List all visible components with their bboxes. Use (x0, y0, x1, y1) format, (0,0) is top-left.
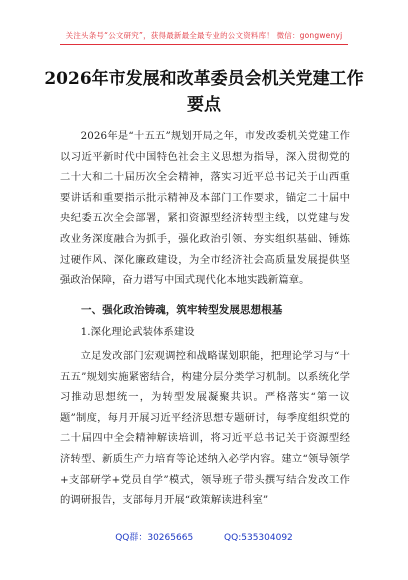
document-title: 2026年市发展和改革委员会机关党建工作要点 (44, 69, 364, 115)
header-promo-text: 关注头条号“公文研究”，获得最新最全最专业的公文资料库！ 微信：gongwenyj (65, 31, 343, 40)
header-divider (60, 44, 348, 45)
section-heading: 一、强化政治铸魂，筑牢转型发展思想根基 (81, 304, 283, 316)
header-banner (0, 0, 408, 40)
footer-contacts (0, 530, 408, 543)
section-paragraph: 立足发改部门宏观调控和战略谋划职能，把理论学习与“十五五”规划实施紧密结合，构建分层分类学习机制。以系统化学习推动思想统一，为转型发展凝聚共识。严格落实“第一议题”制度，每月开展习近平经济思想专题研讨，每季度组织党的二十届四中全会精神解读培训，将习近平总书记关于资源型经济转型、新质生产力培育等论述纳入必学内容。建立“领导领学+支部研学+党员自学”模式，领导班子带头撰写结合发改工作的调研报告，支部每月开展“政策解读进科室” (60, 350, 350, 507)
intro-paragraph: 2026年是“十五五”规划开局之年，市发改委机关党建工作以习近平新时代中国特色社会主义思想为指导，深入贯彻党的二十大和二十届历次全会精神，落实习近平总书记关于山西重要讲话和重要指示批示精神及本部门工作要求，锚定二十届中央纪委五次全会部署，紧扣资源型经济转型主线，以党建与发改业务深度融合为抓手，强化政治引领、夯实组织基础、锤炼过硬作风、深化廉政建设，为全市经济社会高质量发展提供坚强政治保障，奋力谱写中国式现代化本地实践新篇章。 (60, 130, 350, 287)
subsection-heading: 1.深化理论武装体系建设 (80, 326, 195, 338)
footer-qq-group: QQ群：30265665 (115, 533, 194, 543)
footer-qq: QQ:535304092 (224, 533, 293, 543)
